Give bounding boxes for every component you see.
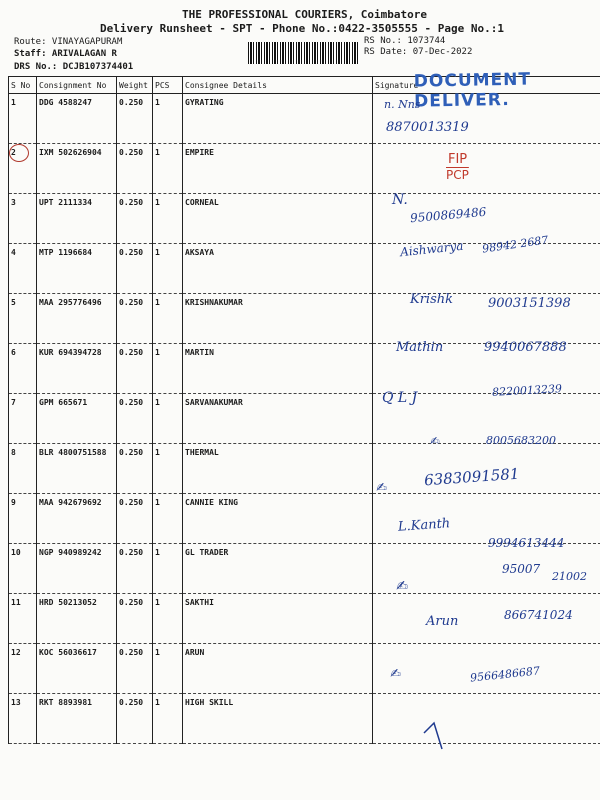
phone-row-1: 8870013319 (386, 120, 469, 135)
note-row-2-bottom: $\overline{PCP}$ (446, 168, 469, 182)
pcs: 1 (153, 394, 183, 444)
consignment-no: NGP 940989242 (37, 544, 117, 594)
weight: 0.250 (117, 394, 153, 444)
sno: 8 (9, 444, 37, 494)
consignee: GYRATING (183, 94, 373, 144)
table-row (9, 144, 600, 194)
consignee: SARVANAKUMAR (183, 394, 373, 444)
signature-row-6: Mathin (396, 340, 444, 355)
weight: 0.250 (117, 594, 153, 644)
signature-row-5: Krishk (410, 292, 454, 307)
pcs: 1 (153, 144, 183, 194)
sno: 2 (9, 144, 37, 194)
consignment-no: KUR 694394728 (37, 344, 117, 394)
sno: 10 (9, 544, 37, 594)
consignee: GL TRADER (183, 544, 373, 594)
phone-row-5: 9003151398 (488, 296, 571, 311)
signature-row-9: ✍ (376, 476, 387, 497)
document-delivered-stamp: DOCUMENT DELIVER. (413, 69, 532, 112)
col-pcs: PCS (153, 77, 183, 94)
pcs: 1 (153, 644, 183, 694)
consignment-no: DDG 4588247 (37, 94, 117, 144)
col-consignment: Consignment No (37, 77, 117, 94)
table-row (9, 694, 600, 744)
sno: 11 (9, 594, 37, 644)
sno: 4 (9, 244, 37, 294)
pen-stroke-mark (420, 715, 450, 755)
barcode (248, 42, 360, 64)
pcs: 1 (153, 194, 183, 244)
consignment-no: BLR 4800751588 (37, 444, 117, 494)
signature-cell (373, 694, 600, 744)
weight: 0.250 (117, 544, 153, 594)
consignment-no: MTP 1196684 (37, 244, 117, 294)
company-title: THE PROFESSIONAL COURIERS, Coimbatore (182, 8, 428, 21)
phone-row-9: 6383091581 (423, 464, 520, 490)
drs-number: DRS No.: DCJB107374401 (14, 62, 134, 72)
phone-row-6: 9940067888 (484, 340, 567, 355)
phone-row-3: 9500869486 (409, 204, 487, 226)
consignee: ARUN (183, 644, 373, 694)
consignee: THERMAL (183, 444, 373, 494)
sno: 3 (9, 194, 37, 244)
phone-row-11-a: 95007 (502, 562, 541, 576)
signature-row-7: Q L J (382, 390, 418, 406)
phone-row-4: 98942 2687 (481, 233, 550, 256)
sno: 5 (9, 294, 37, 344)
sno: 1 (9, 94, 37, 144)
weight: 0.250 (117, 244, 153, 294)
rs-date: RS Date: 07-Dec-2022 (364, 47, 473, 57)
col-signature: Signature (373, 77, 600, 94)
weight: 0.250 (117, 694, 153, 744)
note-row-2-top: FIP (448, 152, 468, 167)
sno: 13 (9, 694, 37, 744)
pcs: 1 (153, 244, 183, 294)
col-consignee: Consignee Details (183, 77, 373, 94)
pcs: 1 (153, 444, 183, 494)
consignee: SAKTHI (183, 594, 373, 644)
sno: 9 (9, 494, 37, 544)
weight: 0.250 (117, 344, 153, 394)
pcs: 1 (153, 594, 183, 644)
table-row (9, 194, 600, 244)
weight: 0.250 (117, 294, 153, 344)
phone-row-11-b: 21002 (552, 570, 587, 583)
consignment-no: UPT 2111334 (37, 194, 117, 244)
consignee: CORNEAL (183, 194, 373, 244)
rs-number: RS No.: 1073744 (364, 36, 446, 46)
consignee: HIGH SKILL (183, 694, 373, 744)
signature-row-10: L.Kanth (397, 516, 451, 535)
signature-row-13: ✍ (390, 662, 401, 683)
signature-row-1: n. Nns (384, 98, 421, 111)
runsheet-title: Delivery Runsheet - SPT - Phone No.:0422-3505555 - Page No.:1 (100, 22, 504, 35)
weight: 0.250 (117, 644, 153, 694)
signature-row-11: ✍ (396, 572, 409, 596)
col-sno: S No (9, 77, 37, 94)
signature-row-8: ✍ (430, 430, 440, 449)
signature-row-3: N. (392, 192, 408, 208)
col-weight: Weight (117, 77, 153, 94)
phone-row-12: 866741024 (504, 608, 573, 622)
sno: 7 (9, 394, 37, 444)
pcs: 1 (153, 494, 183, 544)
route-label: Route: VINAYAGAPURAM (14, 37, 123, 47)
signature-cell (373, 144, 600, 194)
pcs: 1 (153, 94, 183, 144)
phone-row-13: 9566486687 (469, 664, 541, 685)
phone-row-7: 8220013239 (491, 382, 563, 399)
pcs: 1 (153, 544, 183, 594)
sno: 12 (9, 644, 37, 694)
pcs: 1 (153, 344, 183, 394)
weight: 0.250 (117, 494, 153, 544)
consignment-no: MAA 295776496 (37, 294, 117, 344)
weight: 0.250 (117, 444, 153, 494)
phone-row-8: 8005683200 (486, 434, 556, 447)
pcs: 1 (153, 694, 183, 744)
signature-row-4: Aishwarya (399, 238, 465, 260)
pcs: 1 (153, 294, 183, 344)
consignment-no: IXM 502626904 (37, 144, 117, 194)
weight: 0.250 (117, 144, 153, 194)
signature-row-12: Arun (426, 614, 459, 629)
signature-cell (373, 644, 600, 694)
consignment-no: KOC 56036617 (37, 644, 117, 694)
runsheet-table (8, 76, 600, 744)
consignee: CANNIE KING (183, 494, 373, 544)
weight: 0.250 (117, 94, 153, 144)
consignee: AKSAYA (183, 244, 373, 294)
consignee: EMPIRE (183, 144, 373, 194)
consignment-no: GPM 665671 (37, 394, 117, 444)
consignment-no: MAA 942679692 (37, 494, 117, 544)
consignee: MARTIN (183, 344, 373, 394)
sno: 6 (9, 344, 37, 394)
consignment-no: HRD 50213052 (37, 594, 117, 644)
weight: 0.250 (117, 194, 153, 244)
staff-label: Staff: ARIVALAGAN R (14, 49, 117, 59)
consignment-no: RKT 8893981 (37, 694, 117, 744)
consignee: KRISHNAKUMAR (183, 294, 373, 344)
phone-row-10: 9994613444 (488, 536, 565, 550)
row-2-circle-mark (9, 144, 29, 162)
